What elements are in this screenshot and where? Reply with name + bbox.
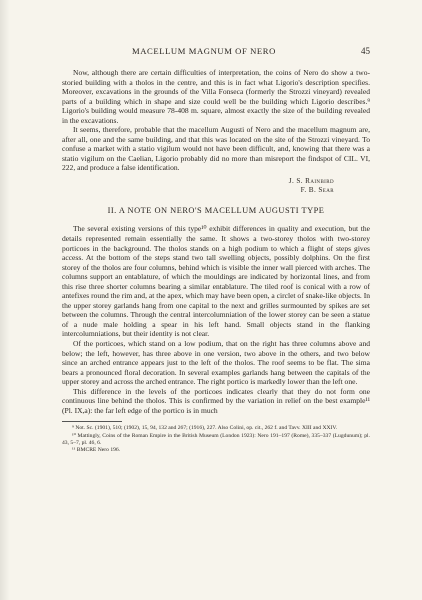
signature: F. B. Sear xyxy=(300,186,334,195)
page-number: 45 xyxy=(361,46,370,56)
paragraph: This difference in the levels of the porticoes indicates clearly that they do not form one continuous line behind the tholos. This is confirmed by the variation in relief on the best example¹¹ (Pl. IX,a): the far left edge of the portico is in much xyxy=(62,386,370,415)
footnote: ⁹ Not. Sc. (1901), 510; (1902), 15, 94, 132 and 267; (1916), 227. Also Colini, op. cit., 262 f. and Tavv. XIII and XXIV. xyxy=(72,425,338,432)
footnotes xyxy=(62,425,370,454)
footnote: ¹¹ BMCRE Nero 196. xyxy=(72,446,121,453)
running-head xyxy=(62,46,370,56)
footnote-divider xyxy=(62,421,122,422)
signature: J. S. Rainbird xyxy=(288,177,334,186)
page-edge-shadow xyxy=(0,0,10,600)
footnote: ¹⁰ Mattingly, Coins of the Roman Empire in the British Museum (London 1923): Nero 191–197 (Rome), 335–337 (Lugdunum); pl. 43, 5–7, pl. 46, 6. xyxy=(62,432,370,446)
paragraph: The several existing versions of this type¹⁰ exhibit differences in quality and execution, but the details represented remain essentially the same. It shows a two-storey tholos with two-storey porticoes in the background. The tholos stands on a high podium to which a flight of steps gives access. At the bottom of the steps stand two tall swelling objects, possibly dolphins. On the first storey of the tholos are four columns, behind which is visible the inner wall pierced with arches. The columns support an entablature, of which the mouldings are indicated by horizontal lines, and from this rise three shorter columns bearing a similar entablature. The tiled roof is conical with a row of antefixes round the rim and, at the apex, which may have been open, a circlet of snake-like objects. In the upper storey garlands hang from one capital to the next and grilles surmounted by spikes are set between the columns. Through the central intercolumniation of the lower storey can be seen a statue of a nude male holding a spear in his left hand. Small objects stand in the flanking intercolumniations, but their identity is not clear. xyxy=(62,224,370,339)
paragraph: Now, although there are certain difficulties of interpretation, the coins of Nero do show a two-storied building with a tholos in the centre, and this is in fact what Ligorio's description specifies. Moreover, excavations in the grounds of the Villa Fonseca (formerly the Strozzi vineyard) revealed parts of a building which in shape and size could well be the building which Ligorio describes.⁹ Ligorio's building would measure 78-408 m. square, almost exactly the size of the building revealed in the excavations. xyxy=(62,68,370,125)
author-signatures xyxy=(62,177,370,195)
paragraph: Of the porticoes, which stand on a low podium, that on the right has three columns above and below; the left, however, has three above in one version, two above in the others, and two below since an arched entrance appears just to the left of the tholos. The roof seems to be flat. The sima bears a pronounced floral decoration. In several examples garlands hang between the capitals of the upper storey and across the arched entrance. The right portico is markedly lower than the left one. xyxy=(62,338,370,387)
paragraph: It seems, therefore, probable that the macellum Augusti of Nero and the macellum magnum are, after all, one and the same building, and that this was located on the site of the Strozzi vineyard. To confuse a market with a statio vigilum would not have been difficult, and, knowing that there was a statio vigilum on the Caelian, Ligorio probably did no more than misreport the findspot of CIL. VI, 222, and produce a false identification. xyxy=(62,125,370,173)
running-head-title: MACELLUM MAGNUM OF NERO xyxy=(132,46,276,56)
section-heading: II. A NOTE ON NERO'S MACELLUM AUGUSTI TYPE xyxy=(107,206,325,216)
